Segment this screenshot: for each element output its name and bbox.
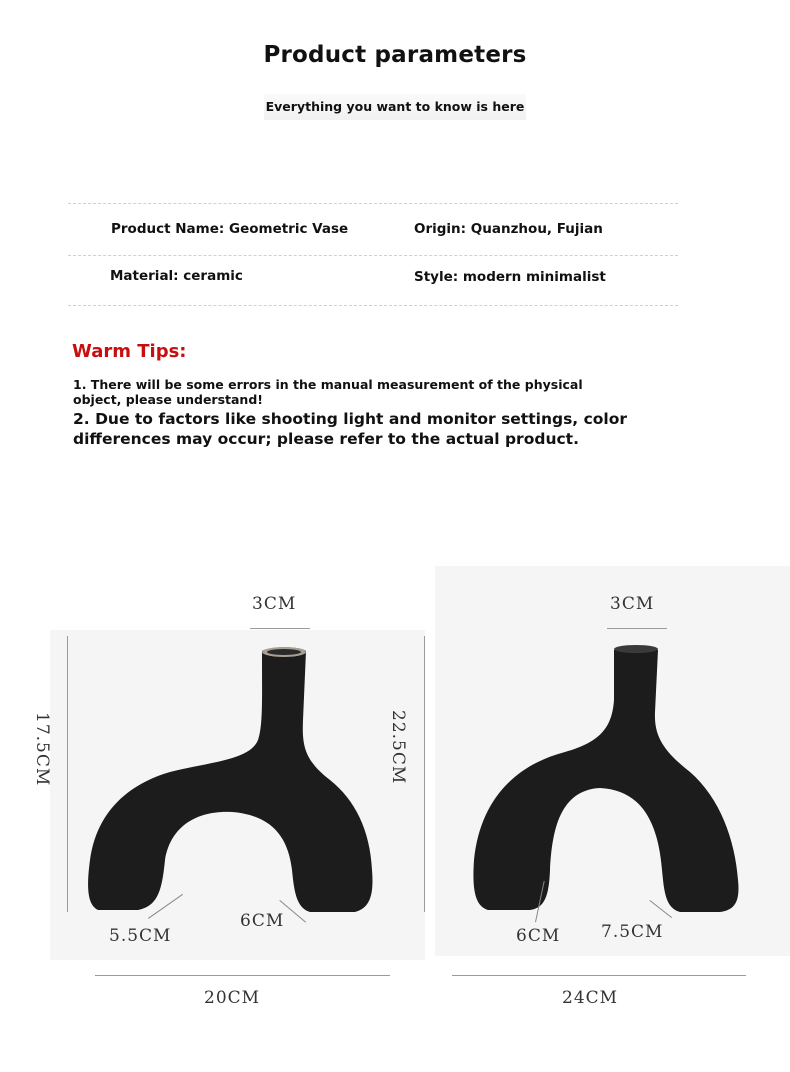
- dim-right-foot-left: 6CM: [516, 926, 561, 946]
- dim-line: [607, 628, 667, 629]
- param-style: Style: modern minimalist: [414, 269, 606, 285]
- dim-left-foot-right: 6CM: [240, 911, 285, 931]
- param-origin: Origin: Quanzhou, Fujian: [414, 221, 603, 237]
- dim-left-width: 20CM: [204, 988, 261, 1008]
- dim-line: [424, 636, 425, 912]
- warm-tip-1: 1. There will be some errors in the manual measurement of the physical object, please understand!: [73, 377, 583, 407]
- dim-left-height: 17.5CM: [32, 712, 52, 787]
- param-product-name: Product Name: Geometric Vase: [111, 221, 349, 237]
- dim-line: [452, 975, 746, 976]
- warm-tip-2: 2. Due to factors like shooting light and monitor settings, color differences may occur; please refer to the actual product.: [73, 410, 628, 448]
- dim-left-top: 3CM: [252, 594, 297, 614]
- dim-right-height: 22.5CM: [388, 710, 408, 785]
- dim-right-foot-right: 7.5CM: [601, 922, 664, 942]
- page-title: Product parameters: [263, 42, 527, 68]
- warm-tips-title: Warm Tips:: [72, 341, 187, 362]
- param-material: Material: ceramic: [110, 268, 243, 284]
- dim-right-top: 3CM: [610, 594, 655, 614]
- dim-left-foot-left: 5.5CM: [109, 926, 172, 946]
- dim-right-width: 24CM: [562, 988, 619, 1008]
- page-subtitle: Everything you want to know is here: [264, 94, 526, 120]
